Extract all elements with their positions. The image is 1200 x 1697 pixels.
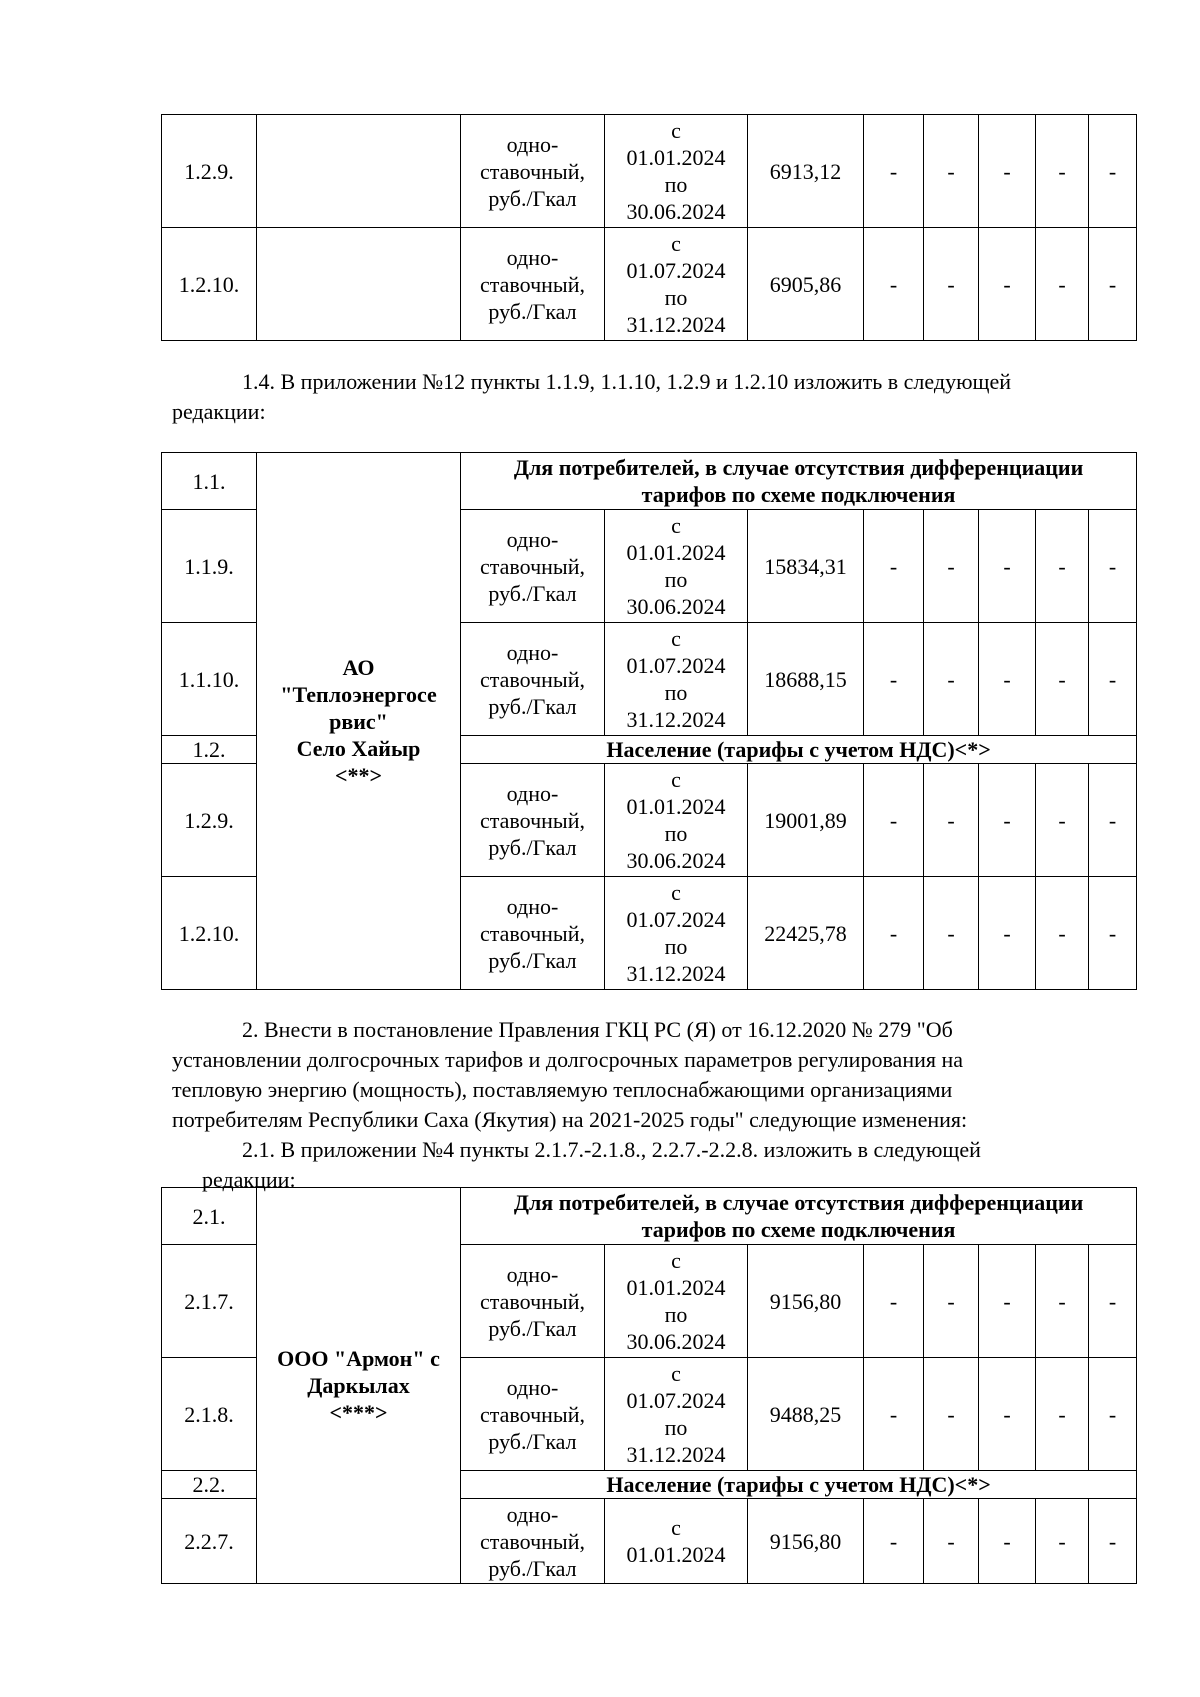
rate-type-cell bbox=[461, 877, 605, 990]
period-line: по bbox=[664, 172, 688, 197]
rate-type-line: руб./Гкал bbox=[488, 947, 577, 973]
rate-type-line: руб./Гкал bbox=[488, 693, 577, 719]
empty-value-dash: - bbox=[864, 764, 924, 877]
row-number: 1.1. bbox=[162, 453, 257, 510]
period-line: 31.12.2024 bbox=[626, 961, 726, 986]
empty-value-dash: - bbox=[979, 115, 1036, 228]
period-cell bbox=[605, 510, 748, 623]
paragraph-line: 2.1. В приложении №4 пункты 2.1.7.-2.1.8., 2.2.7.-2.2.8. изложить в следующей bbox=[242, 1137, 981, 1162]
rate-type-line: одно- bbox=[506, 526, 559, 552]
rate-type-line: руб./Гкал bbox=[488, 1428, 577, 1454]
row-number: 1.2.10. bbox=[162, 228, 257, 341]
organization-cell bbox=[257, 115, 461, 228]
period-line: 01.07.2024 bbox=[626, 907, 726, 932]
empty-value-dash: - bbox=[1036, 1245, 1089, 1358]
period-line: с bbox=[671, 513, 681, 538]
empty-value-dash: - bbox=[1089, 510, 1137, 623]
rate-type-line: одно- bbox=[506, 893, 559, 919]
empty-value-dash: - bbox=[1089, 115, 1137, 228]
rate-type-line: одно- bbox=[506, 131, 559, 157]
period-line: 31.12.2024 bbox=[626, 707, 726, 732]
empty-value-dash: - bbox=[1036, 623, 1089, 736]
paragraph-line: потребителям Республики Саха (Якутия) на 2021-2025 годы" следующие изменения: bbox=[172, 1107, 968, 1132]
rate-type-line: руб./Гкал bbox=[488, 1315, 577, 1341]
paragraph-line: 2. Внести в постановление Правления ГКЦ РС (Я) от 16.12.2020 № 279 "Об bbox=[242, 1017, 953, 1042]
period-line: с bbox=[671, 626, 681, 651]
period-line: 01.07.2024 bbox=[626, 258, 726, 283]
empty-value-dash: - bbox=[979, 764, 1036, 877]
period-line: по bbox=[664, 934, 688, 959]
header-line: Для потребителей, в случае отсутствия дифференциации bbox=[513, 1190, 1084, 1215]
section-header: Население (тарифы с учетом НДС)<*> bbox=[461, 1471, 1137, 1499]
empty-value-dash: - bbox=[979, 623, 1036, 736]
empty-value-dash: - bbox=[979, 1499, 1036, 1584]
empty-value-dash: - bbox=[1036, 877, 1089, 990]
empty-value-dash: - bbox=[864, 228, 924, 341]
period-line: по bbox=[664, 285, 688, 310]
period-cell bbox=[605, 623, 748, 736]
tariff-value: 18688,15 bbox=[748, 623, 864, 736]
tariff-value: 6905,86 bbox=[748, 228, 864, 341]
section-header bbox=[461, 453, 1137, 510]
rate-type-line: одно- bbox=[506, 1501, 559, 1527]
period-cell bbox=[605, 1245, 748, 1358]
header-line: тарифов по схеме подключения bbox=[641, 1217, 956, 1242]
empty-value-dash: - bbox=[1089, 764, 1137, 877]
rate-type-line: ставочный, bbox=[480, 1528, 585, 1554]
empty-value-dash: - bbox=[1036, 764, 1089, 877]
empty-value-dash: - bbox=[1036, 510, 1089, 623]
rate-type-line: одно- bbox=[506, 1261, 559, 1287]
empty-value-dash: - bbox=[924, 1499, 979, 1584]
rate-type-cell bbox=[461, 623, 605, 736]
paragraph-line: редакции: bbox=[172, 399, 266, 424]
empty-value-dash: - bbox=[924, 764, 979, 877]
rate-type-cell bbox=[461, 115, 605, 228]
rate-type-line: ставочный, bbox=[480, 158, 585, 184]
row-number: 2.1. bbox=[162, 1188, 257, 1245]
rate-type-line: одно- bbox=[506, 780, 559, 806]
empty-value-dash: - bbox=[864, 115, 924, 228]
paragraph-line: 1.4. В приложении №12 пункты 1.1.9, 1.1.10, 1.2.9 и 1.2.10 изложить в следующей bbox=[242, 369, 1011, 394]
rate-type-line: ставочный, bbox=[480, 666, 585, 692]
organization-cell bbox=[257, 453, 461, 990]
row-number: 1.2.9. bbox=[162, 115, 257, 228]
empty-value-dash: - bbox=[1089, 877, 1137, 990]
section-header bbox=[461, 1188, 1137, 1245]
org-line: рвис" bbox=[329, 708, 388, 734]
empty-value-dash: - bbox=[1089, 228, 1137, 341]
org-line: ООО "Армон" с bbox=[277, 1346, 440, 1371]
row-number: 1.2. bbox=[162, 736, 257, 764]
period-line: с bbox=[671, 231, 681, 256]
period-cell bbox=[605, 1499, 748, 1584]
rate-type-cell bbox=[461, 1358, 605, 1471]
tariff-value: 6913,12 bbox=[748, 115, 864, 228]
empty-value-dash: - bbox=[1036, 1358, 1089, 1471]
period-line: по bbox=[664, 567, 688, 592]
period-line: с bbox=[671, 1515, 681, 1540]
header-line: тарифов по схеме подключения bbox=[641, 482, 956, 507]
table-row bbox=[162, 453, 1137, 510]
paragraph-line: редакции: bbox=[202, 1167, 296, 1192]
row-number: 2.2.7. bbox=[162, 1499, 257, 1584]
period-line: с bbox=[671, 880, 681, 905]
paragraph-line: тепловую энергию (мощность), поставляемую теплоснабжающими организациями bbox=[172, 1077, 953, 1102]
empty-value-dash: - bbox=[1089, 1499, 1137, 1584]
period-cell bbox=[605, 115, 748, 228]
period-line: по bbox=[664, 1302, 688, 1327]
rate-type-line: ставочный, bbox=[480, 1401, 585, 1427]
empty-value-dash: - bbox=[924, 1358, 979, 1471]
empty-value-dash: - bbox=[979, 1358, 1036, 1471]
row-number: 2.1.7. bbox=[162, 1245, 257, 1358]
rate-type-line: руб./Гкал bbox=[488, 580, 577, 606]
empty-value-dash: - bbox=[924, 228, 979, 341]
tariff-value: 22425,78 bbox=[748, 877, 864, 990]
section-header: Население (тарифы с учетом НДС)<*> bbox=[461, 736, 1137, 764]
period-line: 31.12.2024 bbox=[626, 312, 726, 337]
empty-value-dash: - bbox=[924, 510, 979, 623]
period-line: 01.07.2024 bbox=[626, 1388, 726, 1413]
period-line: 30.06.2024 bbox=[626, 594, 726, 619]
paragraph-1-4 bbox=[172, 367, 1119, 427]
row-number: 1.1.10. bbox=[162, 623, 257, 736]
empty-value-dash: - bbox=[979, 1245, 1036, 1358]
period-line: с bbox=[671, 767, 681, 792]
empty-value-dash: - bbox=[864, 510, 924, 623]
organization-cell bbox=[257, 1188, 461, 1584]
period-cell bbox=[605, 228, 748, 341]
rate-type-line: ставочный, bbox=[480, 920, 585, 946]
rate-type-line: ставочный, bbox=[480, 807, 585, 833]
rate-type-cell bbox=[461, 510, 605, 623]
row-number: 1.2.10. bbox=[162, 877, 257, 990]
tariff-value: 9156,80 bbox=[748, 1245, 864, 1358]
empty-value-dash: - bbox=[1036, 228, 1089, 341]
organization-cell bbox=[257, 228, 461, 341]
empty-value-dash: - bbox=[979, 228, 1036, 341]
empty-value-dash: - bbox=[924, 115, 979, 228]
tariff-table-1 bbox=[161, 114, 1137, 341]
period-line: 01.01.2024 bbox=[626, 540, 726, 565]
period-line: 30.06.2024 bbox=[626, 1329, 726, 1354]
period-line: 30.06.2024 bbox=[626, 199, 726, 224]
period-cell bbox=[605, 764, 748, 877]
header-line: Для потребителей, в случае отсутствия дифференциации bbox=[513, 455, 1084, 480]
empty-value-dash: - bbox=[924, 877, 979, 990]
period-line: 30.06.2024 bbox=[626, 848, 726, 873]
period-line: 01.07.2024 bbox=[626, 653, 726, 678]
rate-type-cell bbox=[461, 764, 605, 877]
period-line: с bbox=[671, 1361, 681, 1386]
org-line: Даркылах bbox=[307, 1373, 410, 1398]
rate-type-cell bbox=[461, 228, 605, 341]
empty-value-dash: - bbox=[979, 877, 1036, 990]
empty-value-dash: - bbox=[924, 623, 979, 736]
row-number: 1.2.9. bbox=[162, 764, 257, 877]
empty-value-dash: - bbox=[1089, 623, 1137, 736]
empty-value-dash: - bbox=[1089, 1245, 1137, 1358]
row-number: 2.1.8. bbox=[162, 1358, 257, 1471]
empty-value-dash: - bbox=[1089, 1358, 1137, 1471]
tariff-value: 9488,25 bbox=[748, 1358, 864, 1471]
tariff-table-2 bbox=[161, 452, 1137, 990]
tariff-value: 19001,89 bbox=[748, 764, 864, 877]
period-cell bbox=[605, 1358, 748, 1471]
empty-value-dash: - bbox=[1036, 1499, 1089, 1584]
empty-value-dash: - bbox=[1036, 115, 1089, 228]
rate-type-line: руб./Гкал bbox=[488, 298, 577, 324]
org-line: <***> bbox=[329, 1400, 388, 1425]
empty-value-dash: - bbox=[864, 1245, 924, 1358]
row-number: 2.2. bbox=[162, 1471, 257, 1499]
org-line: "Теплоэнергосе bbox=[280, 681, 437, 707]
period-line: по bbox=[664, 821, 688, 846]
rate-type-cell bbox=[461, 1245, 605, 1358]
rate-type-cell bbox=[461, 1499, 605, 1584]
period-line: 01.01.2024 bbox=[626, 1275, 726, 1300]
rate-type-line: ставочный, bbox=[480, 1288, 585, 1314]
period-line: по bbox=[664, 1415, 688, 1440]
table-row bbox=[162, 1188, 1137, 1245]
table-row bbox=[162, 115, 1137, 228]
org-line: Село Хайыр bbox=[296, 735, 421, 761]
empty-value-dash: - bbox=[864, 877, 924, 990]
period-line: 01.01.2024 bbox=[626, 794, 726, 819]
tariff-value: 15834,31 bbox=[748, 510, 864, 623]
rate-type-line: ставочный, bbox=[480, 271, 585, 297]
empty-value-dash: - bbox=[864, 623, 924, 736]
rate-type-line: руб./Гкал bbox=[488, 834, 577, 860]
period-cell bbox=[605, 877, 748, 990]
tariff-value: 9156,80 bbox=[748, 1499, 864, 1584]
period-line: 01.01.2024 bbox=[626, 1542, 726, 1567]
period-line: 31.12.2024 bbox=[626, 1442, 726, 1467]
period-line: по bbox=[664, 680, 688, 705]
period-line: с bbox=[671, 118, 681, 143]
org-line: АО bbox=[342, 654, 375, 680]
period-line: 01.01.2024 bbox=[626, 145, 726, 170]
paragraph-line: установлении долгосрочных тарифов и долгосрочных параметров регулирования на bbox=[172, 1047, 964, 1072]
rate-type-line: одно- bbox=[506, 1374, 559, 1400]
tariff-table-3 bbox=[161, 1187, 1137, 1584]
period-line: с bbox=[671, 1248, 681, 1273]
rate-type-line: руб./Гкал bbox=[488, 185, 577, 211]
rate-type-line: руб./Гкал bbox=[488, 1555, 577, 1581]
table-row bbox=[162, 228, 1137, 341]
rate-type-line: ставочный, bbox=[480, 553, 585, 579]
rate-type-line: одно- bbox=[506, 244, 559, 270]
row-number: 1.1.9. bbox=[162, 510, 257, 623]
org-line: <**> bbox=[334, 762, 383, 788]
empty-value-dash: - bbox=[864, 1499, 924, 1584]
rate-type-line: одно- bbox=[506, 639, 559, 665]
empty-value-dash: - bbox=[864, 1358, 924, 1471]
empty-value-dash: - bbox=[924, 1245, 979, 1358]
empty-value-dash: - bbox=[979, 510, 1036, 623]
paragraph-2 bbox=[172, 1015, 1119, 1195]
